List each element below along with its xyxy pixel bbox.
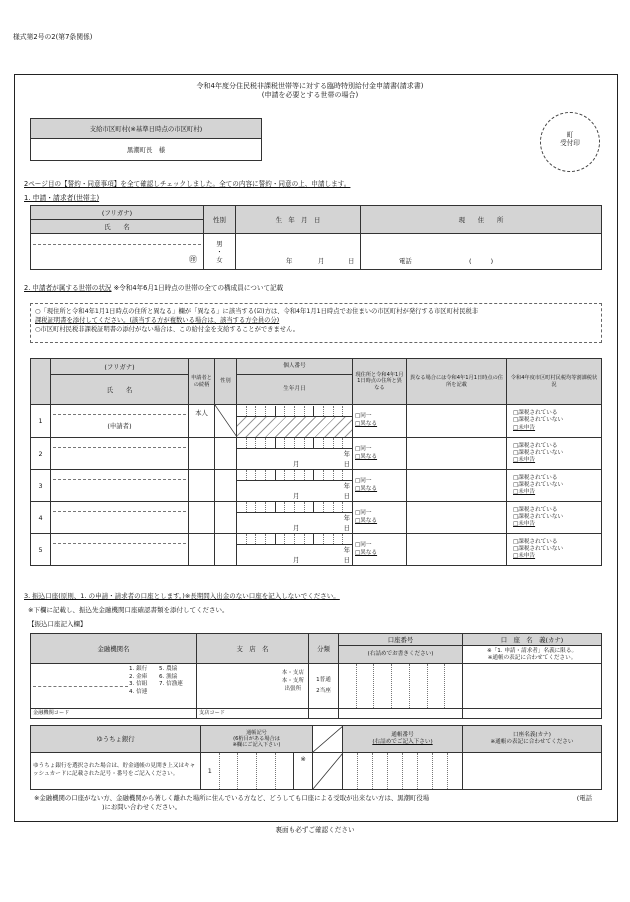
row-number: 1 bbox=[31, 405, 51, 438]
opt-diff-checkbox[interactable]: □異なる bbox=[355, 421, 378, 427]
row-number: 5 bbox=[31, 534, 51, 566]
yucho-holder-sub: ※通帳の表記に合わせてください bbox=[490, 739, 574, 745]
tax-untaxed-checkbox[interactable]: □課税されていない bbox=[513, 449, 564, 456]
member-gender-cell[interactable] bbox=[215, 534, 237, 566]
branch-kind-list bbox=[282, 670, 304, 693]
member-gender-cell[interactable] bbox=[215, 405, 237, 438]
opt-same-checkbox[interactable]: □同一 bbox=[355, 541, 372, 548]
dob-month: 月 bbox=[293, 524, 300, 532]
row-number: 4 bbox=[31, 502, 51, 534]
opt-same-checkbox[interactable]: □同一 bbox=[355, 413, 372, 420]
dob-day: 日 bbox=[343, 524, 350, 532]
diff-addr-cell[interactable] bbox=[407, 470, 507, 502]
bank-kind-shinren: 4. 信連 bbox=[129, 688, 148, 695]
section2-title-row bbox=[24, 284, 283, 292]
tax-undeclared-checkbox[interactable]: □未申告 bbox=[513, 457, 536, 464]
relation-cell[interactable] bbox=[189, 502, 215, 534]
member-id-dob-cell[interactable] bbox=[237, 534, 353, 566]
gender-header: 性別 bbox=[204, 206, 236, 234]
household-row bbox=[31, 438, 602, 470]
type-toza: 2当座 bbox=[316, 688, 331, 694]
bango-header-cell bbox=[343, 726, 463, 753]
relation-cell[interactable] bbox=[189, 470, 215, 502]
footer-note-1: ※金融機関の口座がない方、金融機関から著しく離れた場所に住んでいる方など、どうしても口座による受取が出来ない方は、黒潮町役場 bbox=[34, 794, 430, 802]
applicant-table bbox=[30, 205, 602, 270]
kigo-header: 通帳記号 bbox=[246, 729, 267, 736]
name-header: 氏 名 bbox=[31, 220, 204, 234]
addr-same-cell[interactable] bbox=[353, 405, 407, 438]
bank-name-header: 金融機関名 bbox=[31, 634, 197, 664]
addr-same-cell[interactable] bbox=[353, 502, 407, 534]
relation-cell[interactable]: 本人 bbox=[189, 405, 215, 438]
bango-digits[interactable] bbox=[343, 753, 463, 790]
addr-same-cell[interactable] bbox=[353, 534, 407, 566]
dob-year: 年 bbox=[343, 482, 350, 490]
applicant-name-cell[interactable] bbox=[31, 234, 204, 270]
relation-cell[interactable] bbox=[189, 438, 215, 470]
bank-kind-shinkumi: 3. 信組 bbox=[129, 681, 148, 688]
opt-same-checkbox[interactable]: □同一 bbox=[355, 509, 372, 516]
kigo-digits[interactable] bbox=[201, 753, 313, 790]
kigo-header-cell bbox=[201, 726, 313, 753]
opt-diff-checkbox[interactable]: □異なる bbox=[355, 517, 378, 524]
opt-same-checkbox[interactable]: □同一 bbox=[355, 477, 372, 484]
section3-note: ※下欄に記載し、振込先金融機関口座確認書類を添付してください。 bbox=[28, 606, 229, 614]
diff-addr-cell[interactable] bbox=[407, 534, 507, 566]
seal-mark: ㊞ bbox=[189, 255, 197, 264]
diff-addr-cell[interactable] bbox=[407, 438, 507, 470]
furigana-header: (フリガナ) bbox=[101, 208, 133, 217]
acct-header: 口座番号 bbox=[339, 634, 463, 646]
hh-relation-header: 申請者との続柄 bbox=[189, 359, 215, 405]
yucho-note: ゆうちょ銀行を選択された場合は、貯金通帳の見開き上又はキャッシュカードに記載された記号・番号をご記入ください。 bbox=[31, 753, 201, 790]
addressee-name: 黒潮町長 様 bbox=[31, 139, 262, 161]
branch-cell[interactable] bbox=[197, 664, 309, 709]
type-cell[interactable] bbox=[309, 664, 339, 709]
member-gender-cell[interactable] bbox=[215, 438, 237, 470]
tax-taxed-checkbox[interactable]: □課税されている bbox=[513, 410, 558, 417]
member-name-cell[interactable] bbox=[51, 534, 189, 566]
tax-taxed-checkbox[interactable]: □課税されている bbox=[513, 442, 558, 449]
addressee-header: 支給市区町村(※基準日時点の市区町村) bbox=[31, 119, 262, 139]
gender-male: 男 bbox=[216, 239, 223, 248]
household-row bbox=[31, 405, 602, 438]
yucho-holder-header-cell bbox=[463, 726, 602, 753]
tax-taxed-checkbox[interactable]: □課税されている bbox=[513, 538, 558, 545]
dob-month-unit: 月 bbox=[318, 257, 325, 265]
bank-kind-nokyo: 5. 農協 bbox=[159, 666, 178, 672]
opt-diff-checkbox[interactable]: □異なる bbox=[355, 485, 378, 492]
holder-note-1: ※「1. 申請・請求者」名義に限る。 bbox=[486, 647, 578, 654]
branch-kind-honshiten: 本・支店 bbox=[281, 670, 304, 676]
tax-undeclared-checkbox[interactable]: □未申告 bbox=[513, 553, 536, 560]
form-title bbox=[120, 82, 500, 100]
yucho-holder-header: 口座名義(カナ) bbox=[513, 732, 551, 739]
addr-same-cell[interactable] bbox=[353, 438, 407, 470]
gender-sep: ・ bbox=[216, 247, 223, 256]
gender-slash bbox=[215, 405, 237, 437]
bank-kind-gyokyo: 6. 漁協 bbox=[159, 673, 178, 680]
dob-header: 生 年 月 日 bbox=[236, 206, 361, 234]
tax-undeclared-checkbox[interactable]: □未申告 bbox=[513, 489, 536, 496]
title-main: 令和4年度分住民税非課税世帯等に対する臨時特別給付金申請書(請求書) bbox=[196, 82, 424, 90]
footer-phone: (電話 bbox=[576, 794, 592, 802]
household-row bbox=[31, 470, 602, 502]
kigo-first-digit: 1 bbox=[201, 753, 220, 789]
dob-hatch bbox=[237, 417, 352, 437]
tax-undeclared-checkbox[interactable]: □未申告 bbox=[513, 424, 536, 431]
bank-kind-bank: 1. 銀行 bbox=[129, 666, 148, 672]
holder-note-2: ※通帳の表記に合わせてください。 bbox=[487, 654, 577, 661]
reception-stamp bbox=[540, 112, 600, 172]
hh-name-header: 氏 名 bbox=[51, 375, 189, 405]
member-id-dob-cell[interactable] bbox=[237, 470, 353, 502]
bank-kind-list-2 bbox=[159, 666, 183, 689]
notice-box bbox=[30, 303, 602, 343]
opt-same-checkbox[interactable]: □同一 bbox=[355, 445, 372, 452]
member-gender-cell[interactable] bbox=[215, 470, 237, 502]
holder-cell[interactable] bbox=[463, 664, 602, 709]
section1-title: 1. 申請・請求者(世帯主) bbox=[24, 194, 100, 202]
tax-untaxed-checkbox[interactable]: □課税されていない bbox=[513, 481, 564, 488]
bank-kind-shingyoren: 7. 信漁連 bbox=[159, 681, 183, 688]
address-cell[interactable] bbox=[361, 234, 602, 270]
section2-note: ※令和4年6月1日時点の世帯の全ての構成員について記載 bbox=[113, 284, 284, 292]
section3-title bbox=[24, 592, 340, 600]
back-note: 裏面も必ずご確認ください bbox=[275, 826, 355, 834]
relation-cell[interactable] bbox=[189, 534, 215, 566]
dob-year: 年 bbox=[343, 514, 350, 522]
dob-day: 日 bbox=[343, 556, 350, 564]
kigo-sub-1: (6桁目がある場合は bbox=[233, 735, 280, 742]
dob-month: 月 bbox=[293, 556, 300, 564]
tax-status-cell[interactable] bbox=[507, 438, 602, 470]
form-number: 様式第2号の2(第7条関係) bbox=[13, 33, 93, 41]
phone-parens: ( ) bbox=[469, 257, 494, 265]
slash-line-2 bbox=[313, 753, 343, 789]
type-futsu: 1普通 bbox=[316, 676, 331, 683]
slash-line bbox=[313, 726, 343, 752]
hh-personal-no-header: 個人番号 bbox=[237, 359, 353, 375]
stamp-text-town: 町 bbox=[566, 131, 574, 139]
member-note: (申請者) bbox=[107, 422, 132, 430]
hh-tax-header: 令和4年度市区町村民税均等割課税状況 bbox=[507, 359, 602, 405]
holder-notes bbox=[463, 646, 602, 664]
hh-furigana-header: (フリガナ) bbox=[51, 359, 189, 375]
dob-month: 月 bbox=[293, 460, 300, 468]
diff-addr-cell[interactable] bbox=[407, 502, 507, 534]
bango-sub: (右詰めでご記入下さい) bbox=[372, 739, 433, 745]
stamp-text-label: 受付印 bbox=[560, 139, 580, 148]
branch-code[interactable]: 支店コード bbox=[197, 709, 309, 719]
tax-taxed-checkbox[interactable]: □課税されている bbox=[513, 506, 558, 513]
hh-diff-addr-header: 異なる場合には令和4年1月1日時点の住所を記載 bbox=[407, 359, 507, 405]
bango-header: 通帳番号 bbox=[391, 732, 414, 739]
type-header: 分類 bbox=[309, 634, 339, 664]
dob-year-unit: 年 bbox=[286, 257, 293, 265]
acct-sub: (右詰めでお書きください) bbox=[339, 646, 463, 664]
tax-untaxed-checkbox[interactable]: □課税されていない bbox=[513, 513, 564, 520]
dob-day: 日 bbox=[343, 492, 350, 500]
dob-cell[interactable] bbox=[236, 234, 361, 270]
addressee-box bbox=[30, 118, 262, 161]
gender-female: 女 bbox=[216, 255, 223, 264]
member-id-dob-cell[interactable] bbox=[237, 438, 353, 470]
tax-untaxed-checkbox[interactable]: □課税されていない bbox=[513, 417, 564, 424]
acct-digits[interactable] bbox=[339, 664, 463, 709]
opt-diff-checkbox[interactable]: □異なる bbox=[355, 453, 378, 460]
notice-line-1: ○「現住所と令和4年1月1日時点の住所と異なる」欄が「異なる」に該当する(☑)方は、令和4年1月1日時点でお住まいの市区町村が発行する市区町村民税非 bbox=[35, 308, 479, 315]
bank-table bbox=[30, 633, 602, 719]
member-name-cell[interactable] bbox=[51, 502, 189, 534]
phone-label: 電話 bbox=[399, 257, 412, 265]
tax-undeclared-checkbox[interactable]: □未申告 bbox=[513, 521, 536, 528]
branch-kind-honshisho: 本・支所 bbox=[281, 677, 304, 684]
dob-day: 日 bbox=[343, 460, 350, 468]
member-name-cell[interactable] bbox=[51, 438, 189, 470]
opt-diff-checkbox[interactable]: □異なる bbox=[355, 549, 378, 556]
row-number: 2 bbox=[31, 438, 51, 470]
bank-kind-list-1 bbox=[129, 666, 147, 696]
yucho-slash-cell bbox=[313, 726, 343, 753]
dob-month: 月 bbox=[293, 492, 300, 500]
member-id-dob-cell[interactable] bbox=[237, 502, 353, 534]
member-id-dob-cell[interactable] bbox=[237, 405, 353, 438]
tax-status-cell[interactable] bbox=[507, 534, 602, 566]
title-sub: (申請を必要とする世帯の場合) bbox=[261, 90, 359, 99]
kigo-sub-2: ※欄にご記入下さい) bbox=[232, 742, 281, 749]
yucho-slash-cell-2 bbox=[313, 753, 343, 790]
addr-same-cell[interactable] bbox=[353, 470, 407, 502]
household-table bbox=[30, 358, 602, 566]
kigo-mark: ※ bbox=[300, 755, 306, 763]
row-number: 3 bbox=[31, 470, 51, 502]
consent-text: 2ページ目の【誓約・同意事項】を全て確認しチェックしました。全ての内容に誓約・同意の上、申請します。 bbox=[24, 180, 351, 188]
dob-year: 年 bbox=[343, 450, 350, 458]
account-box-label: 【振込口座記入欄】 bbox=[28, 620, 87, 628]
dob-year: 年 bbox=[343, 546, 350, 554]
bank-code[interactable]: 金融機関コード bbox=[31, 709, 197, 719]
member-name-cell[interactable] bbox=[51, 470, 189, 502]
gender-cell[interactable] bbox=[204, 234, 236, 270]
footer-note bbox=[34, 794, 604, 813]
diff-addr-cell[interactable] bbox=[407, 405, 507, 438]
address-header: 現 住 所 bbox=[361, 206, 602, 234]
tax-taxed-checkbox[interactable]: □課税されている bbox=[513, 474, 558, 481]
footer-note-2: )にお問い合わせください。 bbox=[102, 803, 182, 812]
dob-day-unit: 日 bbox=[348, 257, 355, 265]
yucho-table bbox=[30, 725, 602, 790]
tax-untaxed-checkbox[interactable]: □課税されていない bbox=[513, 545, 564, 552]
member-name-cell[interactable] bbox=[51, 405, 189, 438]
holder-header: 口 座 名 義(カナ) bbox=[463, 634, 602, 646]
branch-kind-shucchojo: 出張所 bbox=[284, 685, 302, 692]
household-row bbox=[31, 502, 602, 534]
section3-title-text: 3. 振込口座(原則、1. の申請・請求者の口座とします。)※長期間入出金のない口座を記入しないでください。 bbox=[24, 592, 340, 600]
member-gender-cell[interactable] bbox=[215, 502, 237, 534]
household-row bbox=[31, 534, 602, 566]
hh-dob-header: 生年月日 bbox=[237, 375, 353, 405]
bank-name-cell[interactable] bbox=[31, 664, 197, 709]
tax-status-cell[interactable] bbox=[507, 502, 602, 534]
yucho-header: ゆうちょ銀行 bbox=[31, 726, 201, 753]
section2-title: 2. 申請者が属する世帯の状況 bbox=[24, 284, 112, 292]
hh-addr-same-header: 現住所と令和4年1月1日時点の住所と異なる bbox=[353, 359, 407, 405]
tax-status-cell[interactable] bbox=[507, 470, 602, 502]
bank-kind-kinko: 2. 金庫 bbox=[129, 673, 148, 680]
notice-line-2: 課税証明書を添付してください。(該当する方が複数いる場合は、該当する方全員の分) bbox=[35, 317, 280, 325]
branch-header: 支 店 名 bbox=[197, 634, 309, 664]
notice-line-3: ○市区町村民税非課税証明書の添付がない場合は、この給付金を支給することができません。 bbox=[35, 326, 300, 334]
hh-gender-header: 性別 bbox=[215, 359, 237, 405]
tax-status-cell[interactable] bbox=[507, 405, 602, 438]
yucho-holder-cell[interactable] bbox=[463, 753, 602, 790]
